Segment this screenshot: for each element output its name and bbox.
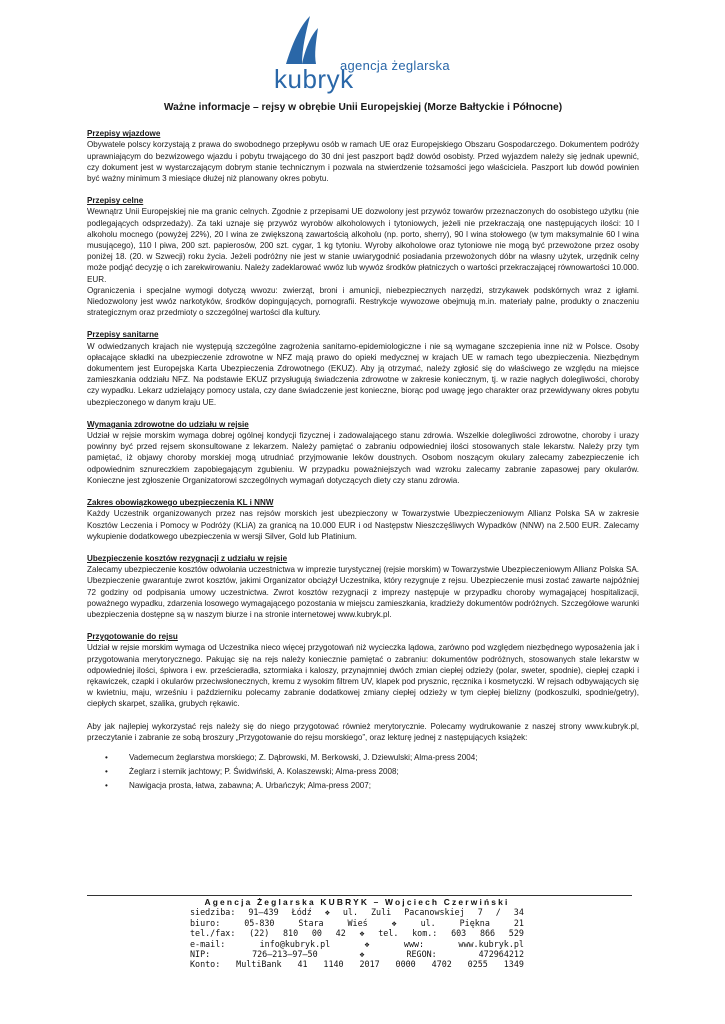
- section-body: Zalecamy ubezpieczenie kosztów odwołania uczestnictwa w imprezie turystycznej (rejsie morskim) w Towarzystwie Ubezpieczeniowym Allianz Polska SA. Ubezpieczenie gwarantuje zwrot kosztów, jakimi Organizator obciążył Uczestnika, który rezygnuje z rejsu. Ubezpieczenie musi zostać zawarte najpóźniej 72 godziny od podpisania umowy uczestnictwa. Zwrot kosztów rezygnacji z imprezy następuje w przypadku choroby wymagającej hospitalizacji, poważnego wypadku, zdarzenia losowego wymagającego pozostania w miejscu zamieszkania, kradzieży dokumentów podróżnych. Szczegółowe warunki ubezpieczenia dostępne są w naszym biurze i na stronie internetowej www.kubryk.pl.: [87, 565, 639, 619]
- footer-word: Piękna: [459, 917, 490, 928]
- footer-word: ul.: [342, 907, 359, 918]
- footer-word: kom.:: [412, 928, 438, 939]
- website-link[interactable]: www.kubryk.pl: [458, 938, 524, 949]
- footer-word: (22): [249, 928, 270, 939]
- section-health: [87, 419, 639, 486]
- footer-word: 1349: [503, 959, 524, 970]
- footer-word: 603: [451, 928, 467, 939]
- footer-company: Agencja Żeglarska KUBRYK – Wojciech Czerwiński: [204, 897, 510, 907]
- diamond-icon: ❖: [359, 928, 365, 939]
- footer-word: www:: [403, 938, 425, 949]
- document-body: [87, 102, 639, 795]
- footer-word: Stara: [298, 917, 324, 928]
- section-heading: Ubezpieczenie kosztów rezygnacji z udziału w rejsie: [87, 553, 288, 563]
- footer-word: REGON:: [406, 949, 437, 960]
- footer-word: Łódź: [291, 907, 312, 918]
- footer-word: 7: [477, 907, 483, 918]
- logo-tagline: agencja żeglarska: [340, 58, 450, 73]
- footer-divider: [87, 895, 632, 896]
- list-item: • Żeglarz i sternik jachtowy; P. Świdwiński, A. Kolaszewski; Alma-press 2008;: [87, 766, 639, 777]
- footer-word: 726–213–97–50: [252, 949, 318, 960]
- section-body: Udział w rejsie morskim wymaga od Uczestnika nieco więcej przygotowań niż wycieczka lądowa, zarówno pod względem niezbędnego wyposażenia jak i przygotowania merytorycznego. Pakując się na rejs należy koniecznie pamiętać o zabraniu: dokumentów podróżnych, stosowanych stale lekarstw w odpowiedniej ilości, śpiwora i ew. prześcieradła, sztormiaka i kaloszy, przynajmniej dwóch zmian ciepłej odzieży (polar, sweter, spodnie), ciepłej czapki i rękawiczek, czapki i okularów przeciwsłonecznych, kremu z wysokim filtrem UV, klapek pod prysznic, ręcznika i kosmetyczki. W rejsach odbywających się w kwietniu, maju, wrześniu i październiku polecamy zabranie dodatkowej zmiany ciepłej odzieży w tym ciepłej bielizny (podkoszulki, spodnie/getry), ciepłych skarpet, szalika, grubych rękawic.: [87, 643, 639, 709]
- section-entry-rules: [87, 128, 639, 184]
- section-preparation: [87, 631, 639, 709]
- section-body: Udział w rejsie morskim wymaga dobrej ogólnej kondycji fizycznej i zadowalającego stanu zdrowia. Wszelkie dolegliwości zdrowotne, choroby i urazy powinny być przed rejsem skonsultowane z lekarzem. Należy pamiętać o zabraniu odpowiedniej ilości stosowanych stale lekarstw. Należy przy tym pamiętać, iż objawy choroby morskiej mogą utrudniać przyjmowanie leków doustnych. Osobom noszącym okulary zalecamy zabezpieczenie ich odpowiednim sznureczkiem zapobiegającym zgubieniu. W przypadku poważniejszych wad wzroku zalecamy zabranie zapasowej pary okularów. Konieczne jest zgłoszenie Organizatorowi szczególnych wymagań dotyczących diety czy stanu zdrowia.: [87, 431, 639, 485]
- diamond-icon: ❖: [324, 907, 330, 918]
- footer-word: 472964212: [478, 949, 524, 960]
- section-heading: Przygotowanie do rejsu: [87, 632, 178, 642]
- footer-word: siedziba:: [190, 907, 236, 918]
- footer-word: ul.: [420, 917, 436, 928]
- footer-line: [190, 928, 524, 938]
- list-item: • Vademecum żeglarstwa morskiego; Z. Dąbrowski, M. Berkowski, J. Dziewulski; Alma-press 2004;: [87, 752, 639, 763]
- section-heading: Przepisy wjazdowe: [87, 129, 161, 139]
- section-body: W odwiedzanych krajach nie występują szczególne zagrożenia sanitarno-epidemiologiczne i nie są wymagane szczepienia inne niż w Polsce. Osoby opłacające składki na ubezpieczenie zdrowotne w NFZ mają prawo do opieki medycznej w krajach UE w ramach tego ubezpieczenia. Niezbędnym dokumentem jest Europejska Karta Ubezpieczenia Zdrowotnego (EKUZ). Aby ją otrzymać, należy zgłosić się do właściwego ze względu na miejsce zamieszkania oddziału NFZ. Na podstawie EKUZ przysługują świadczenia zdrowotne w zakresie koniecznym, tj. w razie nagłych dolegliwości, choroby czy wypadku. Lekarz udzielający pomocy ustala, czy dane świadczenie jest konieczne, biorąc pod uwagę jego charakter oraz przewidywany okres pobytu ubezpieczonego w danym kraju UE.: [87, 341, 639, 407]
- section-body: Wewnątrz Unii Europejskiej nie ma granic celnych. Zgodnie z przepisami UE dozwolony jest przywóz towarów przeznaczonych do osobistego użytku (nie podlegających odsprzedaży). Za taki uznaje się przywóz wyrobów alkoholowych i tytoniowych, jeżeli nie przekraczają one następujących ilości: 10 l alkoholu mocnego (powyżej 22%), 20 l wina ze zwiększoną zawartością alkoholu (np. porto, sherry), 90 l wina stołowego (w tym maksymalnie 60 l wina musującego), 110 l piwa, 200 szt. papierosów, 200 szt. cygar, 1 kg tytoniu. Wyroby alkoholowe oraz tytoniowe nie mogą być przewożone przez osoby poniżej 18. (20. w Szwecji) roku życia. Jeżeli podróżny nie jest w stanie uwiarygodnić posiadania przewożonych dóbr na własny użytek, urzędnik celny może podjąć decyzję o ich zarekwirowaniu. Należy zadeklarować wwóz lub wywóz środków płatniczych o wartości przekraczającej równowartości 10.000. EUR.: [87, 207, 639, 284]
- sail-logo-icon: [272, 14, 332, 66]
- section-body: Obywatele polscy korzystają z prawa do swobodnego przepływu osób w ramach UE oraz Europejskiego Obszaru Gospodarczego. Dokumentem podróży uprawniającym do bezwizowego wjazdu i pobytu trwającego do 30 dni jest paszport bądź dowód osobisty. Przed wyjazdem należy się jednak upewnić, czy dokument jest w wystarczającym dobrym stanie technicznym i pozwala na stwierdzenie tożsamości jego właściciela. Paszport lub dowód powinien być ważny minimum 3 miesiące dłużej niż planowany okres pobytu.: [87, 140, 639, 184]
- footer-word: MultiBank: [236, 959, 282, 970]
- section-heading: Wymagania zdrowotne do udziału w rejsie: [87, 419, 249, 429]
- footer-word: Wieś: [347, 917, 368, 928]
- section-customs: [87, 195, 639, 318]
- footer-line: [190, 939, 524, 949]
- footer-word: 4702: [431, 959, 452, 970]
- footer-word: 05-830: [244, 917, 275, 928]
- list-item: • Nawigacja prosta, łatwa, zabawna; A. Urbańczyk; Alma-press 2007;: [87, 780, 639, 791]
- closing-paragraph: Aby jak najlepiej wykorzystać rejs należy się do niego przygotować również merytorycznie. Polecamy wydrukowanie z naszej strony www.kubryk.pl, przeczytanie i zabranie ze sobą broszury „Przygotowanie do rejsu morskiego”, oraz lekturę jednej z następujących książek:: [87, 721, 639, 742]
- footer-word: NIP:: [190, 949, 211, 960]
- footer-word: e-mail:: [190, 938, 226, 949]
- footer-word: 00: [311, 928, 322, 939]
- footer-word: 42: [335, 928, 346, 939]
- footer-word: 34: [513, 907, 524, 918]
- footer-line: [190, 918, 524, 928]
- footer-word: 21: [513, 917, 524, 928]
- company-logo: [272, 14, 462, 94]
- footer-word: tel.: [378, 928, 399, 939]
- footer-word: /: [495, 907, 501, 918]
- page-title: Ważne informacje – rejsy w obrębie Unii Europejskiej (Morze Bałtyckie i Północne): [163, 102, 563, 113]
- section-heading: Przepisy sanitarne: [87, 330, 159, 340]
- diamond-icon: ❖: [391, 917, 397, 928]
- footer-word: Zuli: [371, 907, 392, 918]
- footer-word: biuro:: [190, 917, 221, 928]
- section-body: Każdy Uczestnik organizowanych przez nas rejsów morskich jest ubezpieczony w Towarzystwie Ubezpieczeniowym Allianz Polska SA w zakresie Kosztów Leczenia i Pomocy w Podróży (KLiA) za granicą na 10.000 EUR i od Następstw Nieszczęśliwych Wypadków (NNW) na 2.500 EUR. Zalecamy wykupienie dodatkowego ubezpieczenia w wersji Silver, Gold lub Platinium.: [87, 509, 639, 541]
- diamond-icon: ❖: [359, 949, 365, 960]
- footer-word: 529: [508, 928, 524, 939]
- footer-word: Pacanowskiej: [404, 907, 465, 918]
- section-heading: Przepisy celne: [87, 196, 144, 206]
- footer-word: 810: [283, 928, 299, 939]
- footer-line: [190, 907, 524, 917]
- diamond-icon: ❖: [364, 938, 370, 949]
- logo-brand: kubryk: [274, 64, 354, 94]
- email-link[interactable]: info@kubryk.pl: [259, 938, 331, 949]
- section-cancellation: [87, 553, 639, 620]
- footer-word: 41: [297, 959, 308, 970]
- section-heading: Zakres obowiązkowego ubezpieczenia KL i NNW: [87, 498, 274, 508]
- footer-word: Konto:: [190, 959, 221, 970]
- footer-line: [190, 959, 524, 969]
- book-list: [87, 752, 639, 792]
- footer-word: 1140: [323, 959, 344, 970]
- footer-word: 0255: [467, 959, 488, 970]
- footer-line: [190, 949, 524, 959]
- footer-word: 0000: [395, 959, 416, 970]
- section-sanitary: [87, 329, 639, 407]
- section-insurance: [87, 497, 639, 542]
- section-body-2: Ograniczenia i specjalne wymogi dotyczą wwozu: zwierząt, broni i amunicji, niebezpiecznych narzędzi, strzykawek podskórnych wraz z igłami. Niedozwolony jest wwóz narkotyków, środków dopingujących, pornografii. Restrykcje wywozowe obejmują m.in. materiały palne, produkty o znaczeniu strategicznym oraz przedmioty o szczególnej wartości dla kultury.: [87, 285, 639, 318]
- footer: [190, 897, 524, 970]
- footer-word: 866: [479, 928, 496, 939]
- footer-word: 91–439: [248, 907, 279, 918]
- footer-word: tel./fax:: [190, 928, 236, 939]
- footer-word: 2017: [359, 959, 380, 970]
